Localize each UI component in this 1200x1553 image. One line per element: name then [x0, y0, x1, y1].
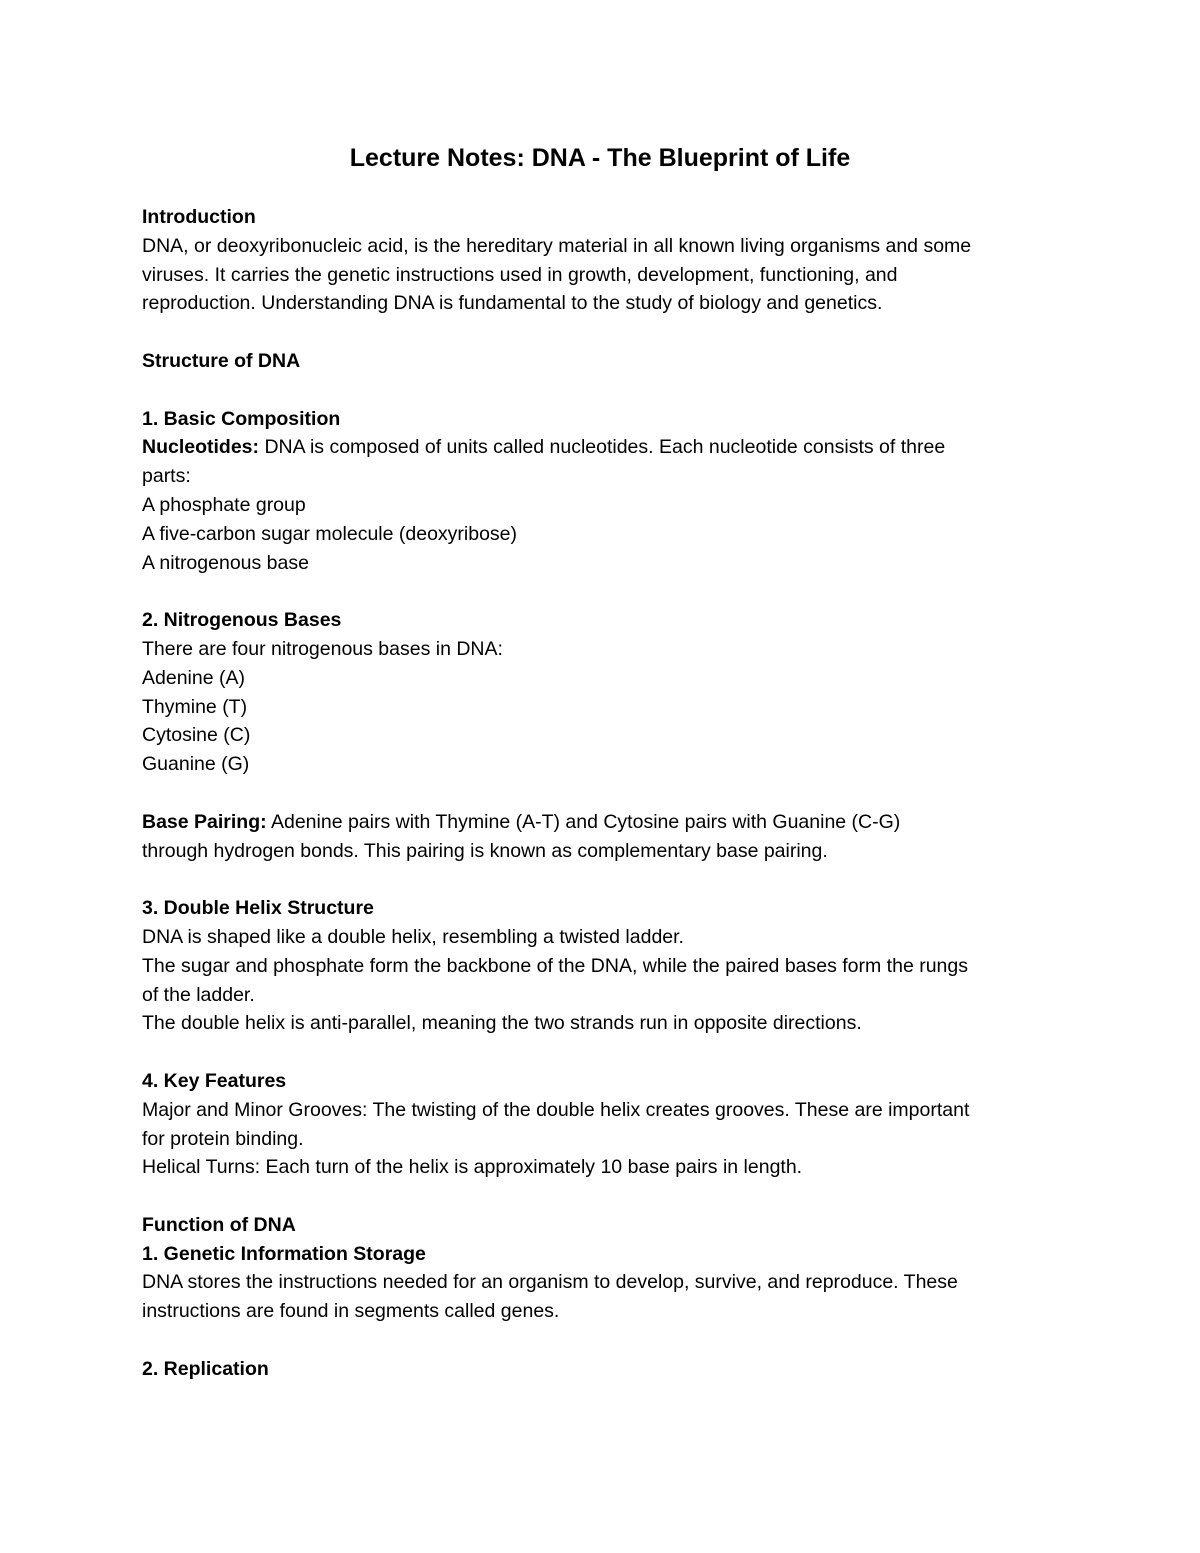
paragraph-line: of the ladder.	[142, 983, 255, 1006]
section-heading-structure: Structure of DNA	[142, 349, 301, 372]
term-label: Base Pairing:	[142, 810, 267, 833]
term-label: Nucleotides:	[142, 436, 260, 459]
paragraph-line	[142, 808, 1072, 837]
spacer	[142, 1182, 1072, 1211]
paragraph-line: viruses. It carries the genetic instructions used in growth, development, functioning, and	[142, 263, 898, 286]
paragraph-line: The double helix is anti-parallel, meaning the two strands run in opposite directions.	[142, 1012, 862, 1035]
spacer	[142, 577, 1072, 606]
paragraph-line: Helical Turns: Each turn of the helix is approximately 10 base pairs in length.	[142, 1156, 803, 1179]
list-item: A five-carbon sugar molecule (deoxyribose)	[142, 522, 518, 545]
subsection-heading-replication: 2. Replication	[142, 1357, 269, 1380]
subsection-heading-double-helix: 3. Double Helix Structure	[142, 897, 374, 920]
list-item: A phosphate group	[142, 493, 306, 516]
paragraph-line: There are four nitrogenous bases in DNA:	[142, 637, 503, 660]
list-item: A nitrogenous base	[142, 551, 309, 574]
subsection-heading-basic-composition: 1. Basic Composition	[142, 407, 341, 430]
spacer	[142, 1038, 1072, 1067]
spacer	[142, 376, 1072, 405]
list-item: Thymine (T)	[142, 695, 248, 718]
spacer	[142, 1326, 1072, 1355]
term-text: Adenine pairs with Thymine (A-T) and Cytosine pairs with Guanine (C-G)	[266, 810, 901, 833]
paragraph-line: reproduction. Understanding DNA is fundamental to the study of biology and genetics.	[142, 292, 883, 315]
spacer	[142, 779, 1072, 808]
list-item: Cytosine (C)	[142, 724, 251, 747]
subsection-heading-key-features: 4. Key Features	[142, 1069, 287, 1092]
list-item: Adenine (A)	[142, 666, 245, 689]
spacer	[142, 318, 1072, 347]
paragraph-line: instructions are found in segments called genes.	[142, 1300, 560, 1323]
list-item: Guanine (G)	[142, 753, 250, 776]
paragraph-line: The sugar and phosphate form the backbone of the DNA, while the paired bases form the rungs	[142, 954, 968, 977]
paragraph-line	[142, 433, 1072, 462]
subsection-heading-nitrogenous-bases: 2. Nitrogenous Bases	[142, 609, 342, 632]
page-title: Lecture Notes: DNA - The Blueprint of Life	[349, 144, 851, 172]
paragraph-line: through hydrogen bonds. This pairing is known as complementary base pairing.	[142, 839, 828, 862]
paragraph-line: Major and Minor Grooves: The twisting of the double helix creates grooves. These are important	[142, 1098, 970, 1121]
document-body	[142, 203, 1072, 1384]
section-heading-function: Function of DNA	[142, 1213, 296, 1236]
section-heading-introduction: Introduction	[142, 206, 256, 228]
paragraph-line: parts:	[142, 465, 191, 488]
paragraph-line: for protein binding.	[142, 1127, 304, 1150]
term-text: DNA is composed of units called nucleotides. Each nucleotide consists of three	[259, 436, 946, 459]
paragraph-line: DNA is shaped like a double helix, resembling a twisted ladder.	[142, 925, 684, 948]
paragraph-line: DNA, or deoxyribonucleic acid, is the hereditary material in all known living organisms and some	[142, 234, 972, 257]
subsection-heading-genetic-storage: 1. Genetic Information Storage	[142, 1242, 426, 1265]
spacer	[142, 865, 1072, 894]
paragraph-line: DNA stores the instructions needed for an organism to develop, survive, and reproduce. These	[142, 1271, 958, 1294]
